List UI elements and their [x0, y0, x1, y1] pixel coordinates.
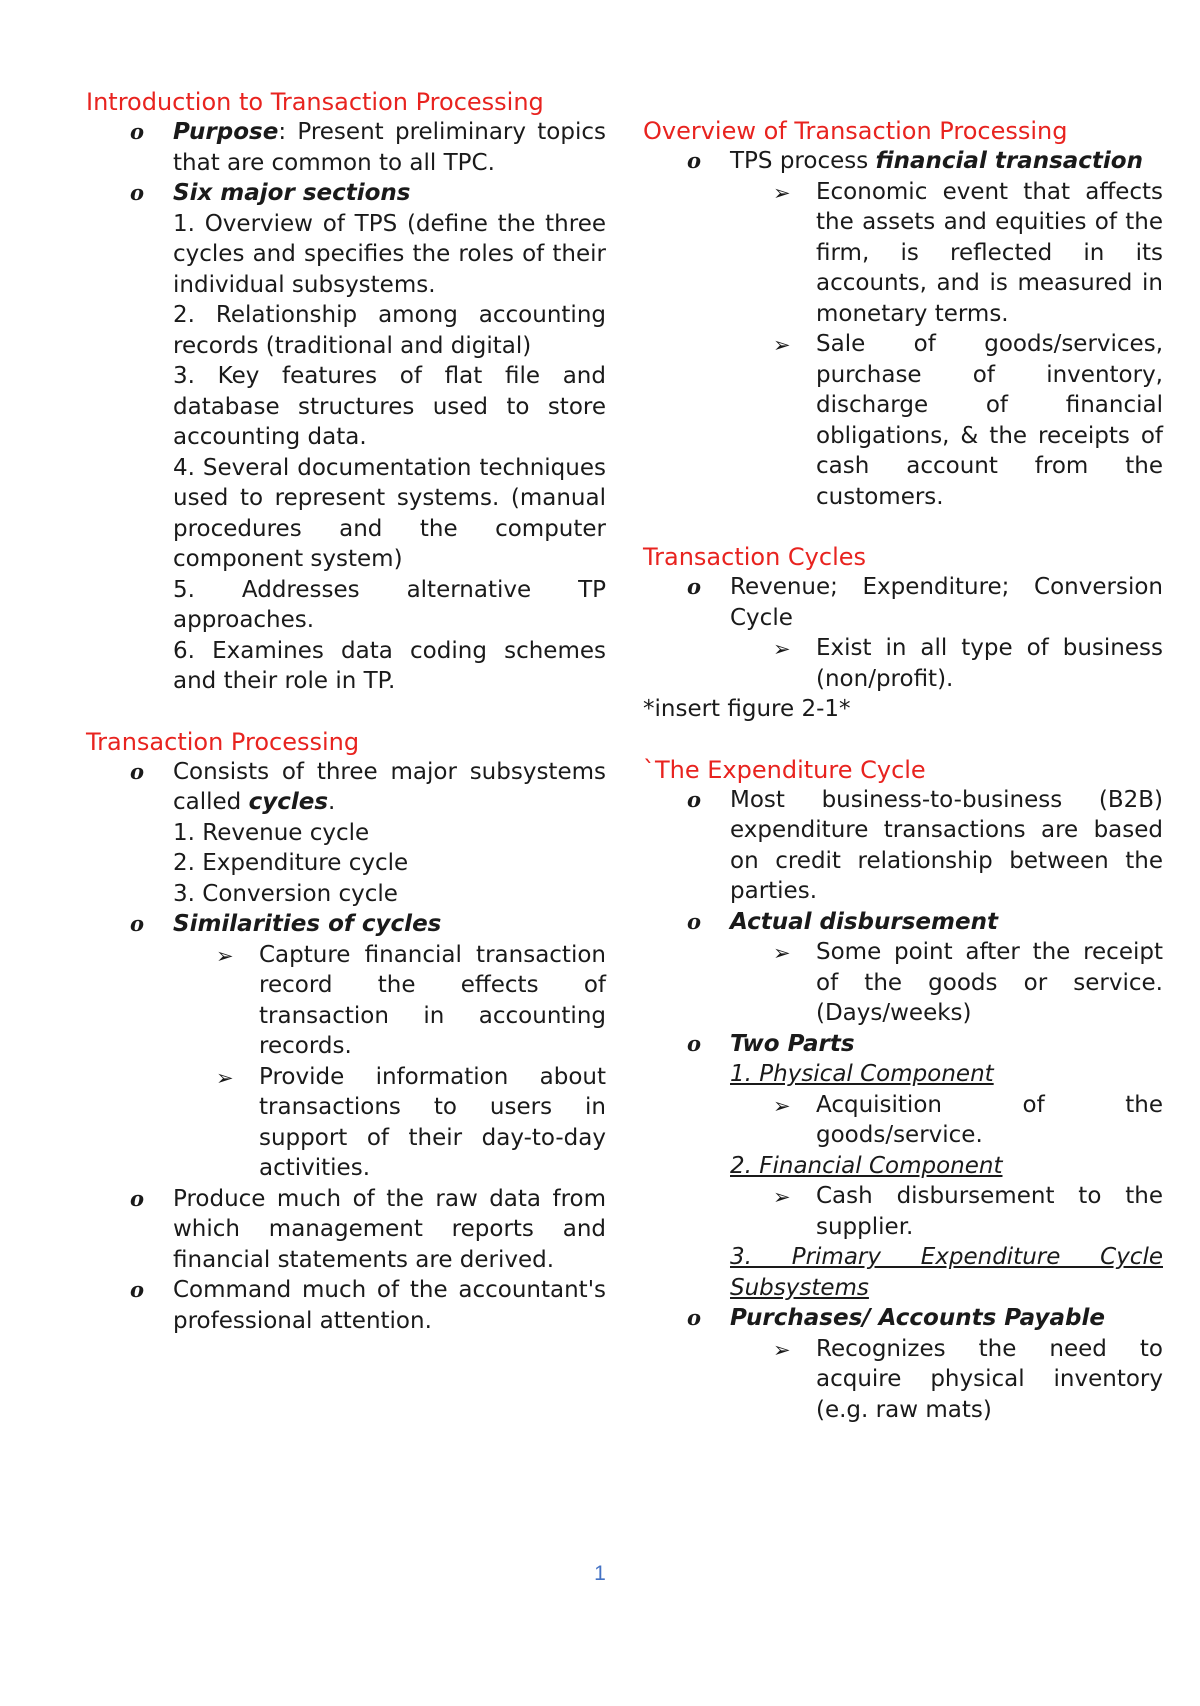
cycle-list-item: 3. Conversion cycle	[173, 880, 398, 907]
bullet-marker: o	[130, 180, 145, 205]
bullet-marker: o	[130, 758, 145, 784]
cycles-word: cycles	[248, 789, 329, 815]
cycles-item	[643, 633, 1163, 694]
bullet-marker: o	[687, 786, 702, 812]
tps-bullet	[643, 146, 1163, 177]
primary-label	[643, 1242, 1163, 1303]
cycle-list-item: 1. Revenue cycle	[173, 819, 370, 846]
arrow-icon: ➢	[216, 1065, 234, 1090]
cycles-bullet	[643, 572, 1163, 633]
similarities-label: Similarities of cycles	[173, 911, 442, 937]
purchases-bullet	[643, 1303, 1163, 1334]
section-item: 1. Overview of TPS (define the three cycles and specifies the roles of their individual subsystems.	[173, 210, 606, 298]
produce-text: Produce much of the raw data from which management reports and financial statements are derived.	[173, 1185, 606, 1273]
most-text: Most business-to-business (B2B) expenditure transactions are based on credit relationship between the parties.	[730, 786, 1163, 904]
purchases-item	[643, 1334, 1163, 1426]
two-parts-label: Two Parts	[730, 1030, 855, 1057]
bullet-marker: o	[687, 1030, 702, 1056]
consists-end: .	[328, 789, 336, 815]
arrow-icon: ➢	[773, 333, 791, 357]
physical-item-text: Acquisition of the goods/service.	[816, 1091, 1163, 1148]
command-text: Command much of the accountant's professional attention.	[173, 1277, 606, 1334]
physical-item	[643, 1090, 1163, 1151]
left-column	[86, 87, 606, 1336]
actual-bullet	[643, 907, 1163, 938]
actual-item-text: Some point after the receipt of the goods or service. (Days/weeks)	[816, 939, 1163, 1026]
actual-label: Actual disbursement	[730, 908, 998, 935]
financial-label-text: 2. Financial Component	[730, 1152, 1003, 1179]
right-column	[643, 116, 1163, 1425]
arrow-icon: ➢	[773, 941, 791, 965]
two-parts-bullet	[643, 1029, 1163, 1060]
actual-item	[643, 937, 1163, 1029]
purchases-label: Purchases/ Accounts Payable	[730, 1305, 1105, 1331]
insert-note: *insert figure 2-1*	[643, 696, 851, 722]
section-item: 4. Several documentation techniques used to represent systems. (manual procedures and the computer component system)	[173, 454, 606, 572]
bullet-marker: o	[130, 119, 145, 144]
physical-label	[643, 1059, 1163, 1090]
physical-label-text: 1. Physical Component	[730, 1061, 994, 1087]
purpose-label: Purpose	[173, 119, 279, 145]
arrow-icon: ➢	[773, 180, 791, 205]
section-item: 6. Examines data coding schemes and their role in TP.	[173, 637, 606, 694]
similarity-item	[86, 1062, 606, 1184]
most-bullet	[643, 785, 1163, 907]
cycles-item-text: Exist in all type of business (non/profit).	[816, 635, 1163, 692]
bullet-marker: o	[130, 1277, 145, 1302]
primary-label-text: 3. Primary Expenditure Cycle Subsystems	[730, 1244, 1163, 1301]
bullet-marker: o	[687, 574, 702, 599]
exp-heading: `The Expenditure Cycle	[643, 755, 926, 784]
consists-text: Consists of three major subsystems called	[173, 758, 606, 815]
tp-heading: Transaction Processing	[86, 727, 360, 756]
section-item: 2. Relationship among accounting records (traditional and digital)	[173, 302, 606, 359]
cycle-list-item: 2. Expenditure cycle	[173, 850, 409, 876]
similarities-bullet	[86, 909, 606, 940]
consists-bullet	[86, 757, 606, 818]
financial-item	[643, 1181, 1163, 1242]
arrow-icon: ➢	[773, 1093, 791, 1118]
bullet-marker: o	[687, 148, 702, 173]
tps-item-text: Sale of goods/services, purchase of inventory, discharge of financial obligations, & the receipts of cash account from the customers.	[816, 331, 1163, 510]
overview-heading: Overview of Transaction Processing	[643, 117, 1068, 145]
section-item: 3. Key features of flat file and database structures used to store accounting data.	[173, 363, 606, 450]
tps-item-text: Economic event that affects the assets and equities of the firm, is reflected in its accounts, and is measured in monetary terms.	[816, 178, 1163, 327]
bullet-marker: o	[130, 911, 145, 936]
cycles-text: Revenue; Expenditure; Conversion Cycle	[730, 574, 1163, 631]
purchases-item-text: Recognizes the need to acquire physical inventory (e.g. raw mats)	[816, 1335, 1163, 1423]
similarity-item	[86, 940, 606, 1062]
financial-item-text: Cash disbursement to the supplier.	[816, 1183, 1163, 1240]
purpose-bullet	[86, 117, 606, 178]
tps-item	[643, 177, 1163, 330]
purpose-text: : Present preliminary topics that are common to all TPC.	[173, 119, 606, 176]
financial-label	[643, 1151, 1163, 1182]
six-sections-bullet	[86, 178, 606, 209]
arrow-icon: ➢	[773, 1185, 791, 1209]
tps-text: TPS process	[730, 148, 876, 174]
similarity-text: Provide information about transactions to users in support of their day-to-day activities.	[259, 1063, 606, 1181]
bullet-marker: o	[687, 1305, 702, 1330]
cycles-heading: Transaction Cycles	[643, 543, 867, 571]
section-item: 5. Addresses alternative TP approaches.	[173, 576, 606, 633]
tps-item	[643, 329, 1163, 512]
page-number: 1	[594, 1562, 606, 1585]
bullet-marker: o	[130, 1185, 145, 1211]
bullet-marker: o	[687, 908, 702, 934]
intro-heading: Introduction to Transaction Processing	[86, 88, 544, 116]
six-sections-label: Six major sections	[173, 180, 411, 206]
arrow-icon: ➢	[773, 637, 791, 661]
arrow-icon: ➢	[773, 1337, 791, 1362]
tps-bold: financial transaction	[875, 148, 1143, 174]
arrow-icon: ➢	[216, 943, 234, 968]
command-bullet	[86, 1275, 606, 1336]
produce-bullet	[86, 1184, 606, 1276]
similarity-text: Capture financial transaction record the effects of transaction in accounting records.	[259, 941, 606, 1059]
